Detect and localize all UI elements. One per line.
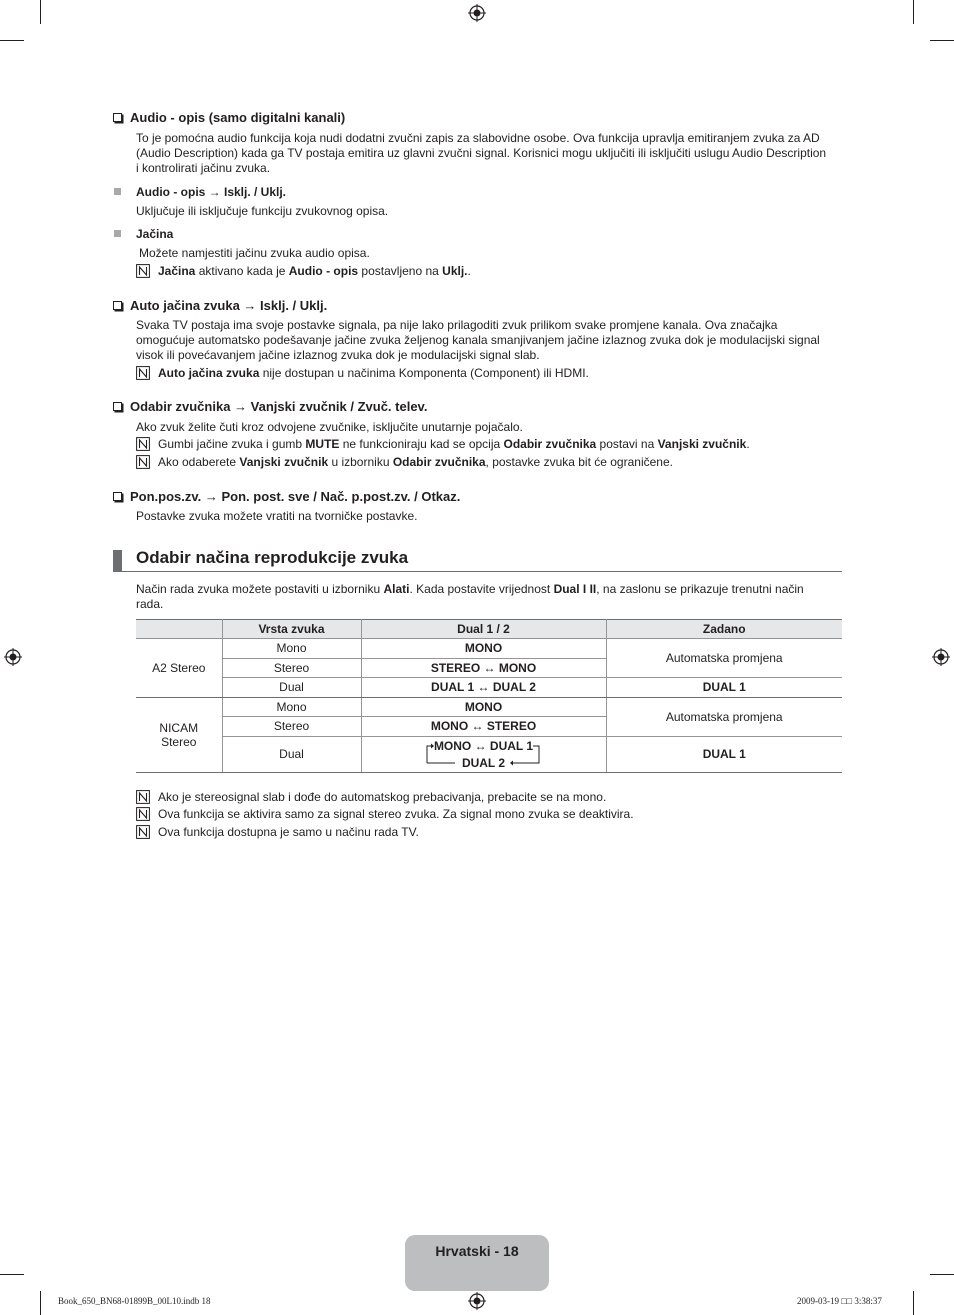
sound-type: Dual [222,678,361,698]
crop-mark [40,1291,41,1315]
dual-mode: MONO ↔ STEREO [361,717,606,737]
section-title: Odabir zvučnika → Vanjski zvučnik / Zvuč. telev. [113,399,427,414]
note-icon [136,790,150,804]
note-icon [136,825,150,839]
checkbox-bullet-icon [113,492,122,501]
default-mode: Automatska promjena [606,697,842,736]
section-paragraph: Svaka TV postaja ima svoje postavke signala, pa nije lako prilagoditi zvuk prilikom svake promjene kanala. Ova značajka omogućuje automatsko podešavanje jačine zvuka željenog kanala smanjivanjem jačine izlaznog zvuka dok je modulacijski signal visok ili povećavanjem jačine izlaznog zvuka dok je modulacijski signal slab. [136,318,820,362]
section-title: Pon.pos.zv. → Pon. post. sve / Nač. p.post.zv. / Otkaz. [113,489,460,504]
table-header [136,620,222,639]
registration-mark-icon [4,648,22,666]
sub-option-text: Uključuje ili isključuje funkciju zvukovnog opisa. [136,204,389,218]
table-row [136,678,842,698]
table-header: Zadano [606,620,842,639]
note-icon [136,366,150,380]
heading-bar [113,550,122,571]
dual-mode-cycle: MONO ↔ DUAL 1 DUAL 2 [361,736,606,772]
section-paragraph: Postavke zvuka možete vratiti na tvorničke postavke. [136,509,418,523]
square-bullet-icon [114,230,121,237]
dual-mode: MONO [361,697,606,717]
section-paragraph: To je pomoćna audio funkcija koja nudi dodatni zvučni zapis za slabovidne osobe. Ova funkcija upravlja emitiranjem zvuka za AD (Audio Description) kada ga TV postaja emitira uz glavni zvučni signal. Korisnici mogu uključiti ili isključiti uslugu Audio Description i kontrolirati jačinu zvuka. [136,131,827,175]
default-mode: DUAL 1 [606,736,842,772]
sound-type: Stereo [222,717,361,737]
note: Gumbi jačine zvuka i gumb MUTE ne funkcioniraju kad se opcija Odabir zvučnika postavi na Vanjski zvučnik. [136,437,750,451]
registration-mark-icon [932,648,950,666]
crop-mark [930,40,954,41]
print-slug-left: Book_650_BN68-01899B_00L10.indb 18 [58,1296,211,1306]
crop-mark [0,40,24,41]
default-mode: DUAL 1 [606,678,842,698]
dual-mode: MONO [361,639,606,659]
note: Ova funkcija dostupna je samo u načinu rada TV. [136,825,419,839]
page-number: Hrvatski - 18 [435,1243,519,1259]
heading-rule [113,571,842,572]
section-title: Auto jačina zvuka → Isklj. / Uklj. [113,298,327,313]
checkbox-bullet-icon [113,402,122,411]
page-heading: Odabir načina reprodukcije zvuka [136,548,409,567]
table-header: Dual 1 / 2 [361,620,606,639]
table-header: Vrsta zvuka [222,620,361,639]
dual-mode: STEREO ↔ MONO [361,658,606,678]
note-icon [136,437,150,451]
sound-mode-table [136,619,842,773]
sound-type: Mono [222,639,361,659]
note-icon [136,264,150,278]
table-row [136,736,842,772]
crop-mark [913,0,914,24]
section-paragraph: Ako zvuk želite čuti kroz odvojene zvučnike, isključite unutarnje pojačalo. [136,420,523,434]
note: Jačina aktivano kada je Audio - opis postavljeno na Uklj.. [136,264,471,278]
checkbox-bullet-icon [113,301,122,310]
crop-mark [0,1274,24,1275]
crop-mark [40,0,41,24]
checkbox-bullet-icon [113,113,122,122]
note-icon [136,807,150,821]
section-title: Audio - opis (samo digitalni kanali) [113,110,345,125]
cycle-arrow-icon [419,738,549,770]
intro-paragraph: Način rada zvuka možete postaviti u izborniku Alati. Kada postavite vrijednost Dual I II, na zaslonu se prikazuje trenutni način rada. [136,582,804,611]
square-bullet-icon [114,188,121,195]
sound-type: Mono [222,697,361,717]
table-row [136,639,842,659]
crop-mark [930,1274,954,1275]
sub-option-text: Možete namjestiti jačinu zvuka audio opisa. [139,246,370,260]
note-icon [136,455,150,469]
registration-mark-icon [468,1292,486,1310]
crop-mark [913,1291,914,1315]
sub-option: Audio - opis → Isklj. / Uklj. [114,185,286,199]
table-header-row [136,620,842,639]
default-mode: Automatska promjena [606,639,842,678]
dual-mode: DUAL 1 ↔ DUAL 2 [361,678,606,698]
sub-option: Jačina [114,227,173,241]
table-row [136,697,842,717]
system-label: A2 Stereo [136,639,222,698]
note: Ako je stereosignal slab i dođe do automatskog prebacivanja, prebacite se na mono. [136,790,606,804]
sound-type: Stereo [222,658,361,678]
note: Auto jačina zvuka nije dostupan u načinima Komponenta (Component) ili HDMI. [136,366,589,380]
note: Ako odaberete Vanjski zvučnik u izborniku Odabir zvučnika, postavke zvuka bit će ograničene. [136,455,673,469]
sound-type: Dual [222,736,361,772]
note: Ova funkcija se aktivira samo za signal stereo zvuka. Za signal mono zvuka se deaktivira. [136,807,634,821]
print-slug-right: 2009-03-19 □□ 3:38:37 [797,1296,882,1306]
system-label: NICAM Stereo [136,697,222,772]
registration-mark-icon [468,4,486,22]
